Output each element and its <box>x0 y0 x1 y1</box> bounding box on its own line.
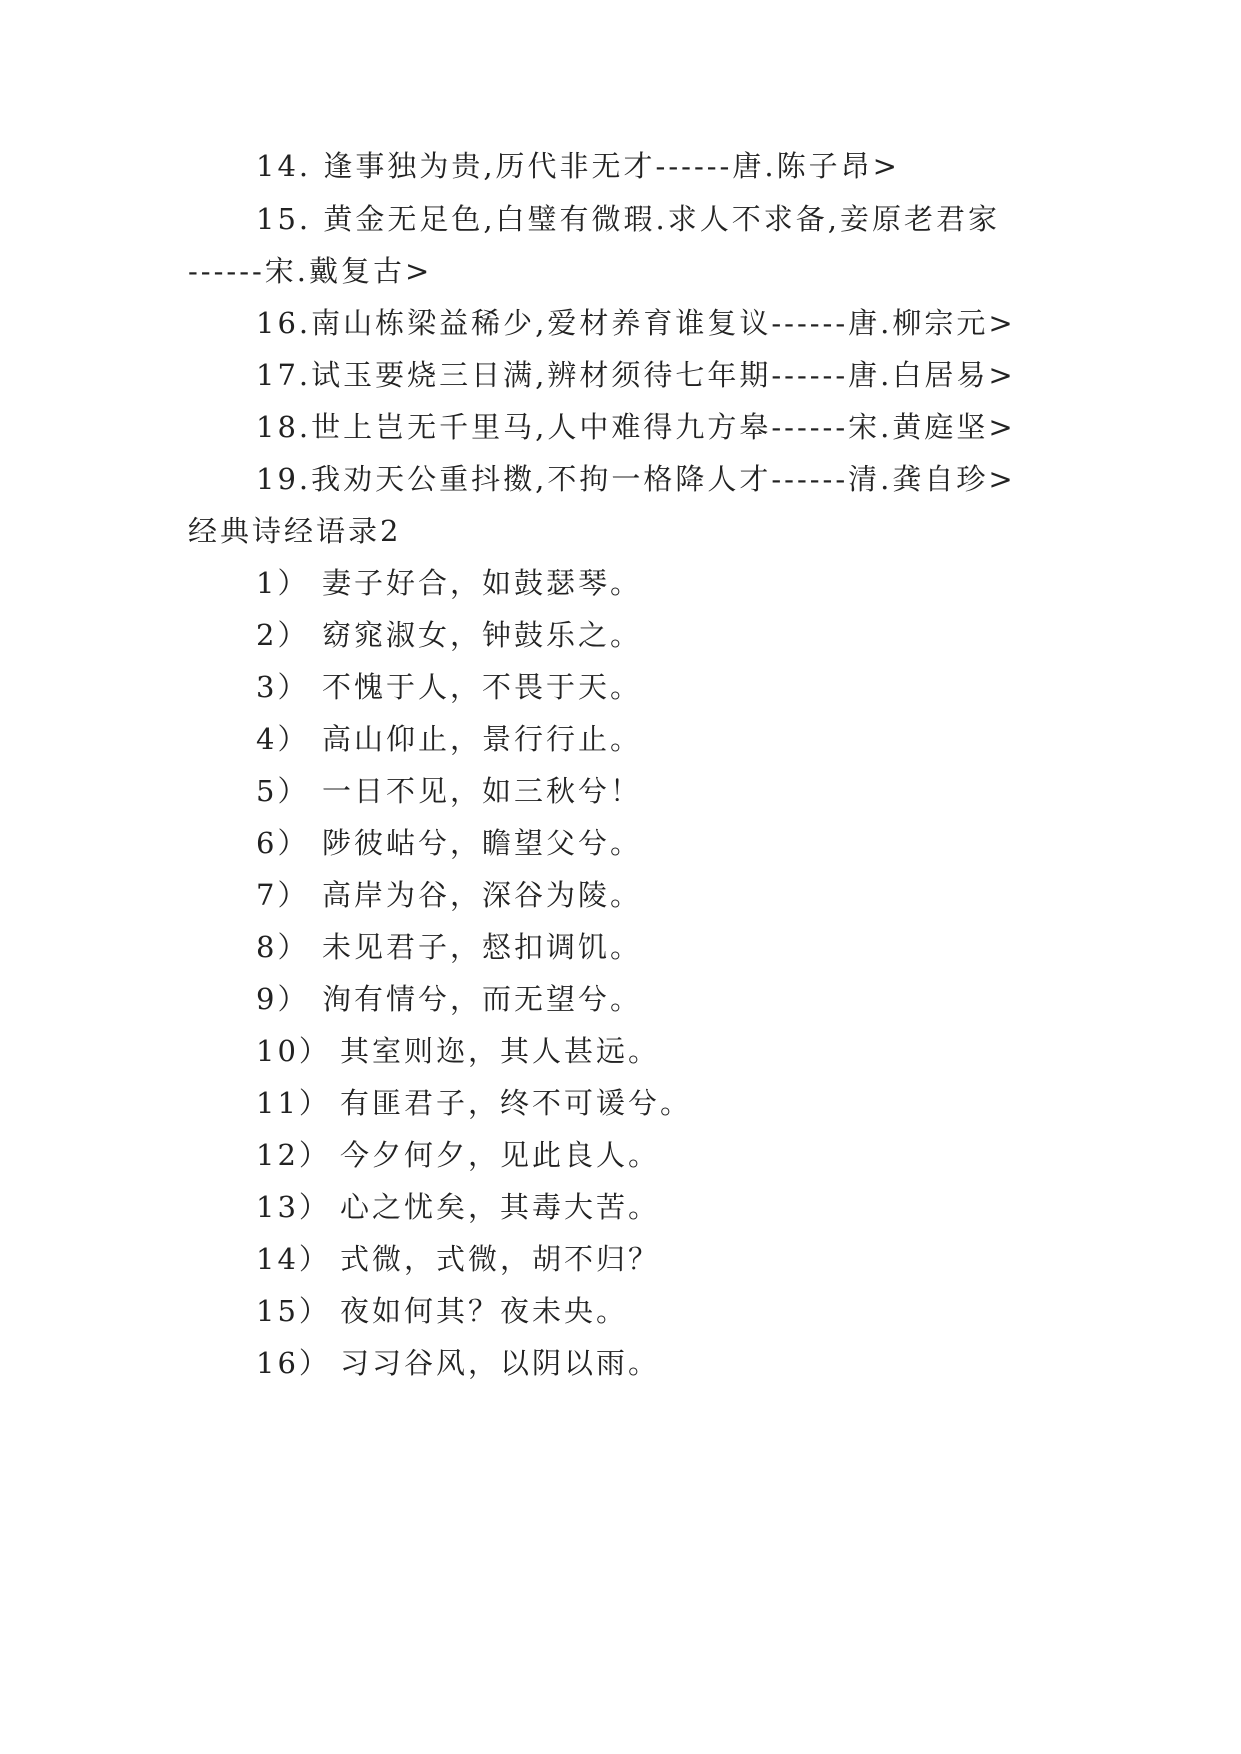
list-item-text: 式微，式微，胡不归？ <box>340 1242 661 1276</box>
quote-line <box>256 146 900 186</box>
quote-text: 我劝天公重抖擞,不拘一格降人才------清.龚自珍> <box>311 462 1016 496</box>
list-item <box>256 1239 660 1279</box>
list-item-number: 2） <box>256 618 310 652</box>
list-item-number: 15） <box>256 1294 331 1328</box>
list-item-text: 有匪君子，终不可谖兮。 <box>340 1086 693 1120</box>
list-item <box>256 615 642 655</box>
list-item <box>256 1031 660 1071</box>
list-item-text: 未见君子，惄扣调饥。 <box>322 930 643 964</box>
list-item-text: 高山仰止，景行行止。 <box>322 722 643 756</box>
quote-number: 17. <box>256 358 312 392</box>
quote-line <box>256 303 1016 343</box>
list-item-number: 1） <box>256 566 310 600</box>
list-item-text: 一日不见，如三秋兮！ <box>322 774 643 808</box>
list-item <box>256 667 642 707</box>
quote-text: 黄金无足色,白璧有微瑕.求人不求备,妾原老君家 <box>311 202 1000 236</box>
list-item-text: 洵有情兮，而无望兮。 <box>322 982 643 1016</box>
list-item <box>256 771 642 811</box>
list-item <box>256 927 642 967</box>
quote-text: 世上岂无千里马,人中难得九方皋------宋.黄庭坚> <box>311 410 1016 444</box>
list-item-number: 8） <box>256 930 310 964</box>
list-item <box>256 1187 660 1227</box>
quote-number: 14. <box>256 149 312 183</box>
quote-line <box>256 355 1016 395</box>
quote-number: 15. <box>256 202 312 236</box>
list-item <box>256 1135 660 1175</box>
quote-text: 试玉要烧三日满,辨材须待七年期------唐.白居易> <box>311 358 1016 392</box>
list-item-text: 习习谷风，以阴以雨。 <box>340 1346 661 1380</box>
quote-line <box>256 407 1016 447</box>
list-item <box>256 1083 692 1123</box>
quote-number: 18. <box>256 410 312 444</box>
section-title: 经典诗经语录2 <box>188 514 402 548</box>
quote-continuation: ------宋.戴复古> <box>188 254 433 288</box>
list-item-number: 3） <box>256 670 310 704</box>
list-item-number: 10） <box>256 1034 331 1068</box>
quote-text: 南山栋梁益稀少,爱材养育谁复议------唐.柳宗元> <box>311 306 1016 340</box>
list-item-number: 14） <box>256 1242 331 1276</box>
list-item-number: 6） <box>256 826 310 860</box>
list-item-text: 心之忧矣，其毒大苦。 <box>340 1190 661 1224</box>
quote-number: 19. <box>256 462 312 496</box>
list-item-text: 其室则迩，其人甚远。 <box>340 1034 661 1068</box>
list-item <box>256 563 642 603</box>
list-item-text: 窈窕淑女，钟鼓乐之。 <box>322 618 643 652</box>
list-item-number: 11） <box>256 1086 331 1120</box>
list-item <box>256 1343 660 1383</box>
list-item-text: 妻子好合，如鼓瑟琴。 <box>322 566 643 600</box>
list-item-number: 12） <box>256 1138 331 1172</box>
list-item-text: 今夕何夕，见此良人。 <box>340 1138 661 1172</box>
list-item <box>256 875 642 915</box>
list-item <box>256 823 642 863</box>
list-item-number: 16） <box>256 1346 331 1380</box>
quote-number: 16. <box>256 306 312 340</box>
list-item <box>256 1291 628 1331</box>
list-item <box>256 979 642 1019</box>
list-item-text: 夜如何其？夜未央。 <box>340 1294 629 1328</box>
quote-text: 逢事独为贵,历代非无才------唐.陈子昂> <box>311 149 900 183</box>
quote-line <box>256 459 1016 499</box>
list-item-number: 9） <box>256 982 310 1016</box>
list-item-number: 4） <box>256 722 310 756</box>
quote-line <box>256 199 1000 239</box>
list-item-text: 不愧于人，不畏于天。 <box>322 670 643 704</box>
list-item-number: 13） <box>256 1190 331 1224</box>
list-item <box>256 719 642 759</box>
list-item-number: 7） <box>256 878 310 912</box>
list-item-number: 5） <box>256 774 310 808</box>
list-item-text: 陟彼岵兮，瞻望父兮。 <box>322 826 643 860</box>
list-item-text: 高岸为谷，深谷为陵。 <box>322 878 643 912</box>
